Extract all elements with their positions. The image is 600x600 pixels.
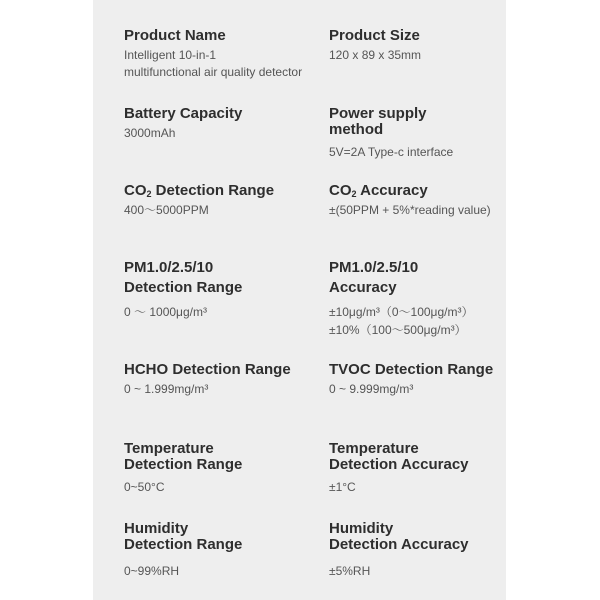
spec-value: ±1°C — [329, 480, 356, 494]
spec-value: ±10%（100～500μg/m³） — [329, 323, 467, 337]
spec-label: method — [329, 121, 384, 138]
spec-humidity-detection-accuracy — [329, 521, 469, 580]
spec-temperature-detection-accuracy — [329, 441, 469, 496]
spec-value: 0~50°C — [124, 480, 165, 494]
spec-label: PM1.0/2.5/10 — [124, 259, 214, 276]
spec-pm-accuracy — [329, 260, 473, 339]
spec-label: Accuracy — [329, 279, 397, 296]
spec-label: Power supply — [329, 105, 427, 122]
spec-label: Temperature — [329, 440, 419, 457]
spec-product-name — [124, 28, 302, 81]
spec-power-supply — [329, 106, 453, 161]
spec-value: 0~99%RH — [124, 564, 180, 578]
spec-value: 5V=2A Type-c interface — [329, 145, 454, 159]
spec-label: Product Size — [329, 27, 420, 44]
spec-value: 3000mAh — [124, 126, 176, 140]
spec-tvoc-detection-range — [329, 362, 493, 398]
spec-value: Intelligent 10-in-1 — [124, 48, 217, 62]
spec-label: Product Name — [124, 27, 226, 44]
spec-product-size — [329, 28, 421, 64]
spec-label: PM1.0/2.5/10 — [329, 259, 419, 276]
spec-value: multifunctional air quality detector — [124, 65, 303, 79]
spec-co2-accuracy — [329, 183, 491, 219]
spec-label: Battery Capacity — [124, 105, 243, 122]
spec-label: Detection Range — [124, 279, 243, 296]
spec-value: 0 ～ 1000μg/m³ — [124, 305, 207, 319]
spec-label: HCHO Detection Range — [124, 361, 291, 378]
spec-value: 400～5000PPM — [124, 203, 209, 217]
spec-value: ±5%RH — [329, 564, 371, 578]
spec-co2-detection-range — [124, 183, 274, 219]
spec-label: Detection Range — [124, 536, 243, 553]
spec-label: $CO_2$ Accuracy — [329, 182, 428, 199]
spec-value: 120 x 89 x 35mm — [329, 48, 422, 62]
spec-temperature-detection-range — [124, 441, 242, 496]
spec-label: Detection Accuracy — [329, 456, 469, 473]
spec-humidity-detection-range — [124, 521, 242, 580]
spec-pm-detection-range — [124, 260, 242, 321]
spec-hcho-detection-range — [124, 362, 291, 398]
spec-battery-capacity — [124, 106, 242, 142]
spec-label: TVOC Detection Range — [329, 361, 494, 378]
spec-value: ±(50PPM + 5%*reading value) — [329, 203, 491, 217]
spec-label: $CO_2$ Detection Range — [124, 182, 275, 199]
spec-label: Detection Accuracy — [329, 536, 469, 553]
spec-label: Detection Range — [124, 456, 243, 473]
spec-value: 0 ~ 1.999mg/m³ — [124, 382, 209, 396]
spec-label: Temperature — [124, 440, 214, 457]
spec-label: Humidity — [329, 520, 394, 537]
spec-label: Humidity — [124, 520, 189, 537]
spec-value: 0 ~ 9.999mg/m³ — [329, 382, 414, 396]
spec-value: ±10μg/m³（0～100μg/m³） — [329, 305, 474, 319]
